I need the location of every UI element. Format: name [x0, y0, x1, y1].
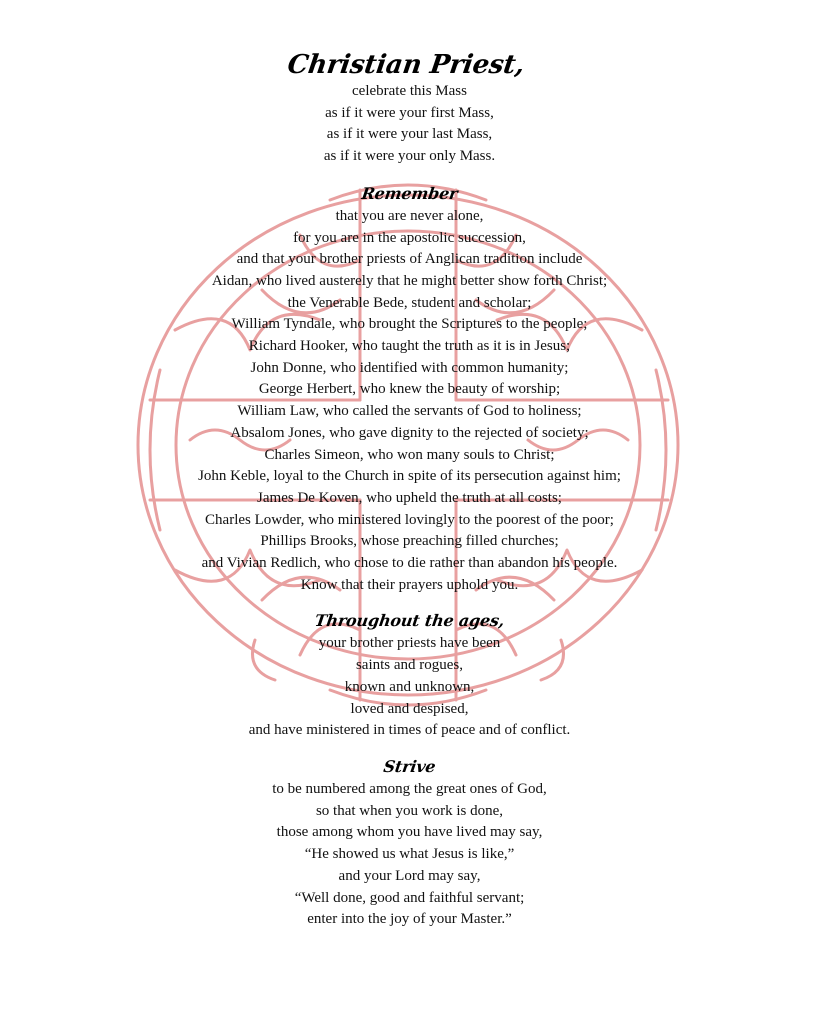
verse-line: Absalom Jones, who gave dignity to the rejected of society;: [230, 424, 589, 441]
verse-line: the Venerable Bede, student and scholar;: [287, 294, 532, 311]
strive-lines: [0, 779, 819, 931]
verse-line: John Keble, loyal to the Church in spite of its persecution against him;: [198, 468, 621, 485]
page-title: Christian Priest,: [285, 50, 527, 80]
verse-line: Charles Lowder, who ministered lovingly to the poorest of the poor;: [205, 511, 614, 528]
ages-section: [0, 610, 819, 742]
verse-line: and your Lord may say,: [338, 867, 481, 884]
verse-line: saints and rogues,: [355, 657, 464, 674]
verse-line: Richard Hooker, who taught the truth as it is in Jesus;: [248, 338, 571, 355]
verse-line: and that your brother priests of Anglican tradition include: [236, 251, 583, 268]
verse-line: and have ministered in times of peace and of conflict.: [248, 722, 571, 739]
verse-line: as if it were your only Mass.: [323, 148, 496, 165]
verse-line: Know that their prayers uphold you.: [300, 576, 519, 593]
verse-line: known and unknown,: [344, 678, 475, 695]
section-heading-strive: Strive: [382, 756, 437, 776]
verse-line: Charles Simeon, who won many souls to Christ;: [264, 446, 555, 463]
verse-line: for you are in the apostolic succession,: [293, 229, 526, 246]
verse-line: enter into the joy of your Master.”: [307, 911, 512, 928]
verse-line: Phillips Brooks, whose preaching filled churches;: [260, 533, 559, 550]
verse-line: John Donne, who identified with common humanity;: [250, 359, 569, 376]
verse-line: loved and despised,: [350, 700, 469, 717]
intro-lines: [0, 81, 819, 168]
strive-section: [0, 756, 819, 931]
intro-section: [0, 81, 819, 168]
verse-line: so that when you work is done,: [315, 802, 504, 819]
section-heading-ages: Throughout the ages,: [313, 611, 506, 631]
verse-line: William Law, who called the servants of God to holiness;: [237, 403, 582, 420]
verse-line: William Tyndale, who brought the Scriptures to the people;: [231, 316, 588, 333]
verse-line: celebrate this Mass: [352, 83, 467, 99]
verse-line: and Vivian Redlich, who chose to die rather than abandon his people.: [201, 555, 618, 572]
verse-line: James De Koven, who upheld the truth at all costs;: [257, 489, 562, 506]
section-heading-remember: Remember: [360, 183, 459, 203]
remember-section: [0, 183, 819, 597]
verse-line: Aidan, who lived austerely that he might better show forth Christ;: [211, 272, 608, 289]
verse-line: as if it were your first Mass,: [325, 104, 494, 121]
verse-line: George Herbert, who knew the beauty of worship;: [258, 381, 561, 398]
remember-lines: [0, 206, 819, 597]
verse-line: as if it were your last Mass,: [326, 126, 493, 143]
verse-line: that you are never alone,: [335, 207, 484, 224]
verse-line: “He showed us what Jesus is like,”: [304, 846, 515, 863]
verse-line: those among whom you have lived may say,: [276, 824, 543, 841]
verse-line: “Well done, good and faithful servant;: [294, 889, 525, 906]
verse-line: to be numbered among the great ones of God,: [272, 780, 547, 797]
ages-lines: [0, 633, 819, 742]
verse-line: your brother priests have been: [318, 635, 501, 652]
